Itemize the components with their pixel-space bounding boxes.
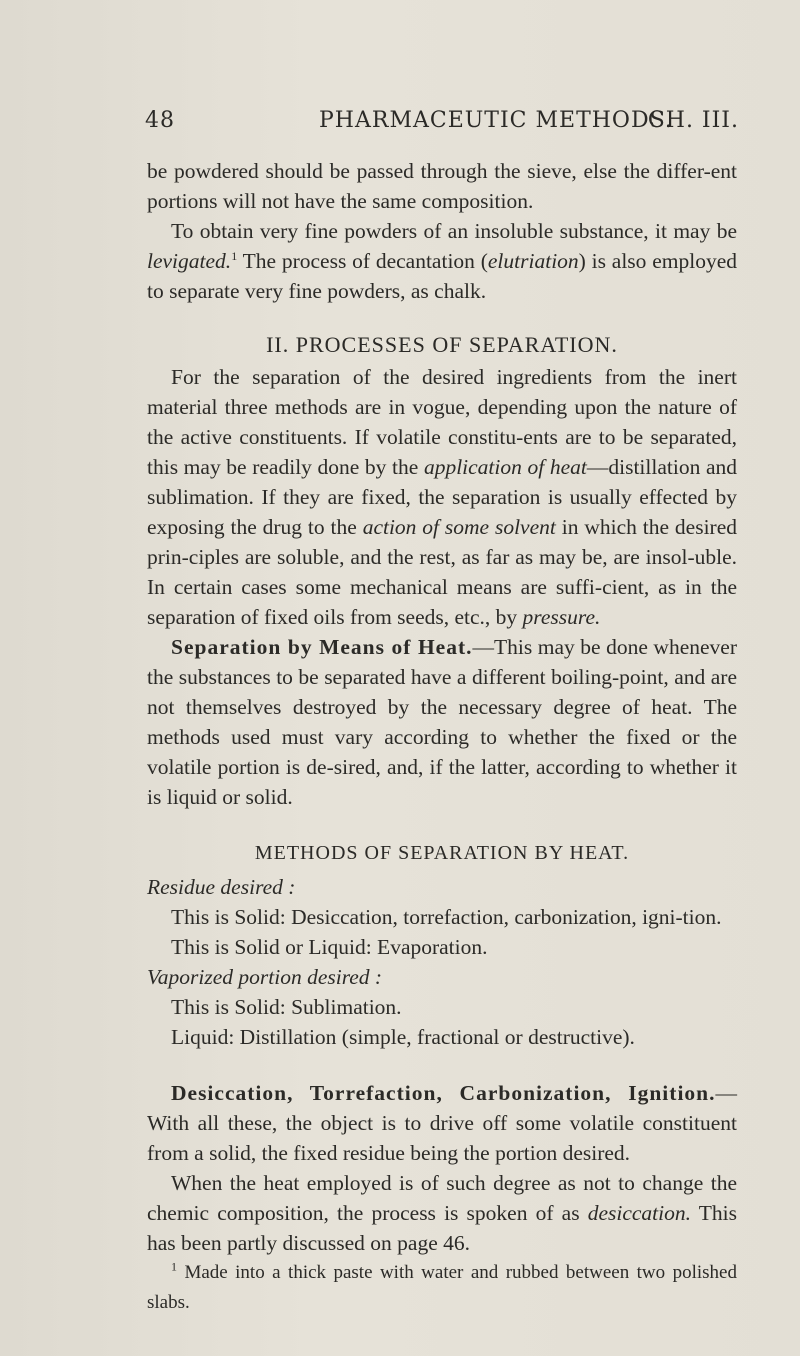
section-heading: II. PROCESSES OF SEPARATION.: [266, 332, 618, 357]
term-elutriation: elutriation: [487, 249, 579, 273]
vapor-solid-line: This is Solid: Sublimation.: [171, 995, 402, 1019]
paragraph-levigation: To obtain very fine powders of an insoluble substance, it may be levigated.$^1$ The process of decantation (elutriation) is also employed to separate very fine powders, as chalk.: [147, 219, 737, 303]
paragraph-separation-methods: For the separation of the desired ingredients from the inert material three methods are in vogue, depending upon the nature of the active constituents. If volatile constitu-ents are to be separated, this may be readily done by the application of heat—distillation and sublimation. If they are fixed, the separation is usually effected by exposing the drug to the action of some solvent in which the desired prin-ciples are soluble, and the rest, as far as may be, are insol-uble. In certain cases some mechanical means are suffi-cient, as in the separation of fixed oils from seeds, etc., by pressure.: [147, 365, 737, 629]
paragraph-desiccation: Desiccation, Torrefaction, Carbonization, Ignition.—With all these, the object is to drive off some volatile constituent from a solid, the fixed residue being the portion desired.: [147, 1081, 737, 1165]
run-in-heading: Separation by Means of Heat.: [171, 635, 473, 659]
residue-solid-line: This is Solid: Desiccation, torrefaction, carbonization, igni-tion.: [171, 905, 722, 929]
subsection-heading: METHODS OF SEPARATION BY HEAT.: [254, 842, 630, 864]
run-in-heading: Desiccation, Torrefaction, Carbonization, Ignition.: [171, 1081, 716, 1105]
term-levigated: levigated.: [147, 249, 232, 273]
page-number: 48: [145, 108, 175, 133]
residue-solid-liquid-line: This is Solid or Liquid: Evaporation.: [171, 935, 488, 959]
running-title: PHARMACEUTIC METHODS.: [319, 108, 673, 133]
footnote-mark: 1: [171, 1259, 177, 1274]
chapter-label: CH. III.: [647, 108, 739, 133]
footnote-ref: 1: [231, 248, 238, 263]
page-header: [145, 108, 739, 144]
paragraph-heat-degree: When the heat employed is of such degree as not to change the chemic composition, the process is spoken of as desiccation. This has been partly discussed on page 46.: [147, 1171, 737, 1255]
paragraph-separation-by-heat: Separation by Means of Heat.—This may be done whenever the substances to be separated have a different boiling-point, and are not themselves destroyed by the necessary degree of heat. The methods used must vary according to whether the fixed or the volatile portion is de-sired, and, if the latter, according to whether it is liquid or solid.: [147, 635, 737, 809]
residue-label: Residue desired :: [147, 875, 296, 899]
vapor-label: Vaporized portion desired :: [147, 965, 383, 989]
spacer: [147, 1052, 737, 1078]
vapor-liquid-line: Liquid: Distillation (simple, fractional or destructive).: [171, 1025, 635, 1049]
page-body: [147, 156, 737, 1318]
footnote: $^1$ Made into a thick paste with water and rubbed between two polished slabs.: [147, 1259, 737, 1313]
paragraph-continuation: be powdered should be passed through the sieve, else the differ-ent portions will not have the same composition.: [147, 159, 737, 213]
